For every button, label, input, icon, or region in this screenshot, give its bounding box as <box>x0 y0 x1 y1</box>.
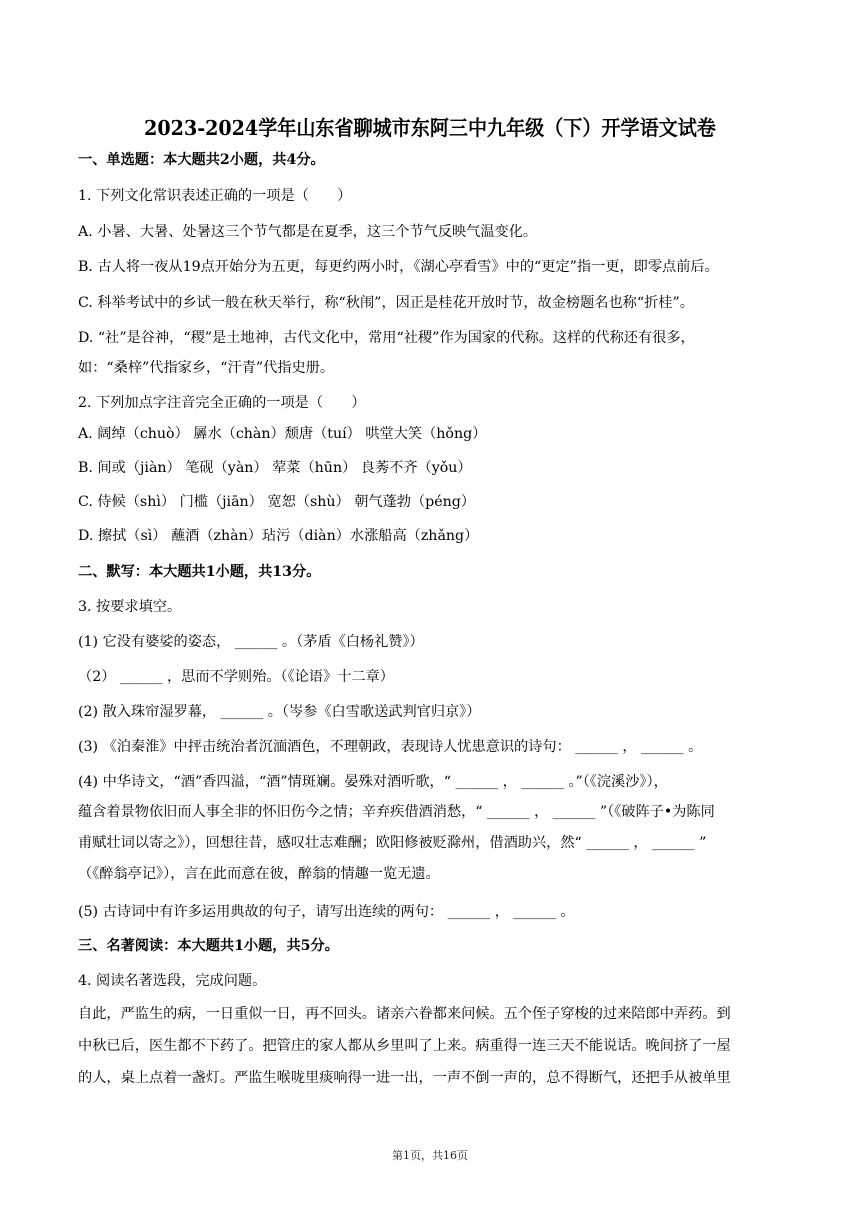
option-line: B. 间或（jiàn） 笔砚（yàn） 荤菜（hūn） 良莠不齐（yǒu） <box>78 460 472 476</box>
fill-line: (4) 中华诗文，“酒”香四溢，“酒”情斑斓。晏殊对酒听歌，“ ______ ， ______ 。”（《浣溪沙》）， <box>78 774 668 790</box>
question-stem: 2. 下列加点字注音完全正确的一项是（ ） <box>78 395 366 411</box>
fill-line: (1) 它没有婆娑的姿态， ______ 。（茅盾《白杨礼赞》） <box>78 634 424 650</box>
fill-line: （《醉翁亭记》），言在此而意在彼，醉翁的情趣一览无遗。 <box>78 866 440 882</box>
passage-line: 中秋已后，医生都不下药了。把管庄的家人都从乡里叫了上来。病重得一连三天不能说话。晚间挤了一屋 <box>78 1038 731 1054</box>
option-line: D. “社”是谷神，“稷”是土地神，古代文化中，常用“社稷”作为国家的代称。这样的代称还有很多， <box>78 330 695 346</box>
option-line: A. 阔绰（chuò） 羼水（chàn）颓唐（tuí） 哄堂大笑（hǒng） <box>78 426 487 442</box>
option-line: A. 小暑、大暑、处暑这三个节气都是在夏季，这三个节气反映气温变化。 <box>78 224 538 240</box>
fill-line: (3) 《泊秦淮》中抨击统治者沉湎酒色，不理朝政，表现诗人忧患意识的诗句： ______ ， ______ 。 <box>78 739 703 755</box>
fill-line: 甫赋壮词以寄之》），回想往昔，感叹壮志难酬；欧阳修被贬滁州，借酒助兴，然“ ______ ， ______ ” <box>78 835 707 851</box>
passage-line: 的人，桌上点着一盏灯。严监生喉咙里痰响得一进一出，一声不倒一声的，总不得断气，还把手从被单里 <box>78 1070 731 1086</box>
option-line: C. 侍候（shì） 门槛（jiān） 宽恕（shù） 朝气蓬勃（péng） <box>78 494 476 510</box>
section-heading: 三、名著阅读：本大题共1小题，共5分。 <box>78 938 339 954</box>
section-heading: 二、默写：本大题共1小题，共13分。 <box>78 564 321 580</box>
fill-line: (5) 古诗词中有许多运用典故的句子，请写出连续的两句： ______ ， ______ 。 <box>78 904 575 920</box>
fill-line: （2） ______ ，思而不学则殆。（《论语》十二章） <box>78 669 394 685</box>
fill-line: 蕴含着景物依旧而人事全非的怀旧伤今之情；辛弃疾借酒消愁，“ ______ ， ______ ”（《破阵子•为陈同 <box>78 804 715 820</box>
option-line: B. 古人将一夜从19点开始分为五更，每更约两小时，《湖心亭看雪》中的“更定”指一更，即零点前后。 <box>78 259 719 275</box>
fill-line: (2) 散入珠帘湿罗幕， ______ 。（岑参《白雪歌送武判官归京》） <box>78 704 481 720</box>
page-number: 第1页，共16页 <box>392 1149 468 1162</box>
question-stem: 1. 下列文化常识表述正确的一项是（ ） <box>78 188 352 204</box>
option-line: 如：“桑梓”代指家乡，“汗青”代指史册。 <box>78 360 335 376</box>
option-line: D. 擦拭（sì） 蘸酒（zhàn）玷污（diàn）水涨船高（zhǎng） <box>78 528 479 544</box>
page-title: 2023-2024学年山东省聊城市东阿三中九年级（下）开学语文试卷 <box>144 116 716 140</box>
option-line: C. 科举考试中的乡试一般在秋天举行，称“秋闱”，因正是桂花开放时节，故金榜题名也称“折桂”。 <box>78 295 694 311</box>
passage-line: 自此，严监生的病，一日重似一日，再不回头。诸亲六眷都来问候。五个侄子穿梭的过来陪郎中弄药。到 <box>78 1006 731 1022</box>
section-heading: 一、单选题：本大题共2小题，共4分。 <box>78 152 325 168</box>
question-stem: 3. 按要求填空。 <box>78 599 182 615</box>
question-stem: 4. 阅读名著选段，完成问题。 <box>78 973 267 989</box>
